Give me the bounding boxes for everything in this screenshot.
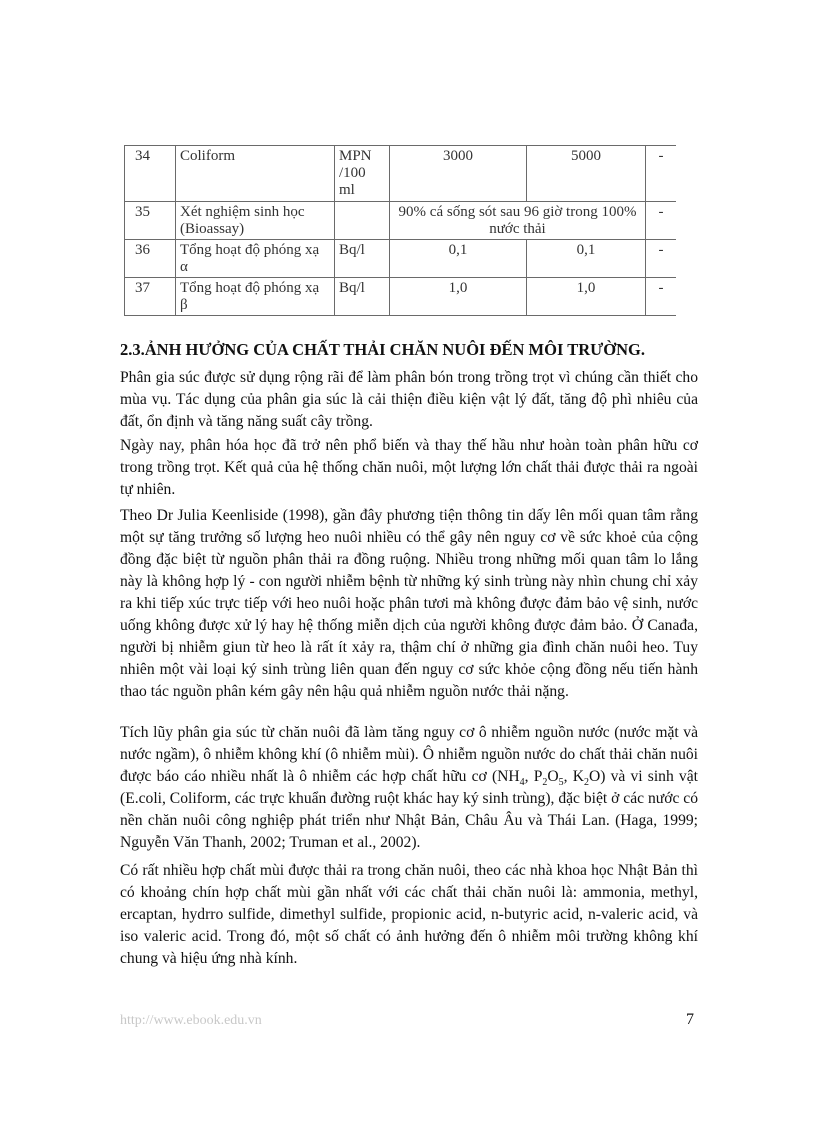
subscript: 4 <box>519 777 525 789</box>
footer-url: http://www.ebook.edu.vn <box>120 1013 262 1028</box>
value-c: - <box>646 146 677 202</box>
subscript: 2 <box>542 777 548 789</box>
paragraph-chemical-fertilizer: Ngày nay, phân hóa học đã trở nên phổ biến và thay thế hầu như hoàn toàn phân hữu cơ trong trồng trọt. Kết quả của hệ thống chăn nuôi, một lượng lớn chất thải được thải ra ngoài tự nhiên. <box>120 437 698 498</box>
text-run: , K <box>563 768 584 785</box>
value-c: - <box>646 202 677 240</box>
table-row <box>125 240 677 278</box>
row-number: 35 <box>125 202 176 240</box>
value-a: 3000 <box>390 146 527 202</box>
subscript: 2 <box>584 777 589 789</box>
unit-cell: Bq/l <box>335 240 390 278</box>
text-run: O) và vi sinh vật (E.coli, Coliform, các trực khuẩn đường ruột khác hay ký sinh trùng), đặc biệt ở các nước có nền chăn nuôi công nghiệp phát triển như Nhật Bản, Châu Âu và Thái Lan. (Haga, 1999; Nguyễn Văn Thanh, 2002; Truman et al., 2002). <box>120 768 698 851</box>
row-number: 36 <box>125 240 176 278</box>
table-row <box>125 146 677 202</box>
value-a: 1,0 <box>390 278 527 316</box>
text-run: , P <box>524 768 543 785</box>
value-c: - <box>646 240 677 278</box>
merged-value: 90% cá sống sót sau 96 giờ trong 100% nước thải <box>390 202 646 240</box>
parameter-name: Xét nghiệm sinh học (Bioassay) <box>176 202 335 240</box>
value-a: 0,1 <box>390 240 527 278</box>
table-row <box>125 202 677 240</box>
paragraph-odor-compounds: Có rất nhiều hợp chất mùi được thải ra trong chăn nuôi, theo các nhà khoa học Nhật Bản thì có khoảng chín hợp chất mùi gần nhất với các chất thải chăn nuôi là: ammonia, methyl, ercaptan, hydrro sulfide, dimethyl sulfide, propionic acid, n-butyric acid, n-valeric acid, và iso valeric acid. Trong đó, một số chất có ảnh hưởng đến ô nhiễm môi trường không khí chung và hiệu ứng nhà kính. <box>120 862 698 967</box>
page-number: 7 <box>686 1011 694 1028</box>
unit-cell: Bq/l <box>335 278 390 316</box>
paragraph-manure-use: Phân gia súc được sử dụng rộng rãi để làm phân bón trong trồng trọt vì chúng cần thiết cho mùa vụ. Tác dụng của phân gia súc là cải thiện điều kiện vật lý đất, tăng độ phì nhiêu của đất, ổn định và tăng năng suất cây trồng. <box>120 369 698 430</box>
table-row <box>125 278 677 316</box>
row-number: 37 <box>125 278 176 316</box>
parameter-name: Tổng hoạt độ phóng xạ α <box>176 240 335 278</box>
text-run: O <box>547 768 559 785</box>
text-run: Tích lũy phân gia súc từ chăn nuôi đã làm tăng nguy cơ ô nhiễm nguồn nước (nước mặt và nước ngầm), ô nhiễm không khí (ô nhiễm mùi). Ô nhiễm nguồn nước do chất thải chăn nuôi được báo cáo nhiều nhất là ô nhiễm các hợp chất hữu cơ (NH <box>120 724 698 785</box>
value-c: - <box>646 278 677 316</box>
parameter-name: Tổng hoạt độ phóng xạ β <box>176 278 335 316</box>
subscript: 5 <box>558 777 564 789</box>
value-b: 0,1 <box>527 240 646 278</box>
paragraph-water-pollution <box>120 722 698 854</box>
section-heading: 2.3.ẢNH HƯỞNG CỦA CHẤT THẢI CHĂN NUÔI ĐẾN MÔI TRƯỜNG. <box>120 340 645 359</box>
value-b: 1,0 <box>527 278 646 316</box>
unit-cell: MPN /100 ml <box>335 146 390 202</box>
standards-table <box>124 145 676 316</box>
parameter-name: Coliform <box>176 146 335 202</box>
unit-cell <box>335 202 390 240</box>
row-number: 34 <box>125 146 176 202</box>
value-b: 5000 <box>527 146 646 202</box>
paragraph-health-risk: Theo Dr Julia Keenliside (1998), gần đây phương tiện thông tin dấy lên mối quan tâm rằng một sự tăng trưởng số lượng heo nuôi nhiều có thể gây nên nguy cơ về sức khoẻ của cộng đồng đặc biệt từ nguồn phân thải ra đồng ruộng. Nhiều trong những mối quan tâm lo lắng này là không hợp lý - con người nhiễm bệnh từ những ký sinh trùng này nhìn chung chỉ xảy ra khi tiếp xúc trực tiếp với heo nuôi hoặc phân tươi mà không được đảm bảo vệ sinh, nước uống không được xử lý hay hệ thống miễn dịch của người không được đảm bảo. Ở Canađa, người bị nhiễm giun từ heo là rất ít xảy ra, thậm chí ở những gia đình chăn nuôi heo. Tuy nhiên một vài loại ký sinh trùng liên quan đến nguy cơ sức khỏe cộng đồng nếu tiến hành thao tác nguồn phân kém gây nên hậu quả nhiễm nguồn nước thải nặng. <box>120 507 698 700</box>
